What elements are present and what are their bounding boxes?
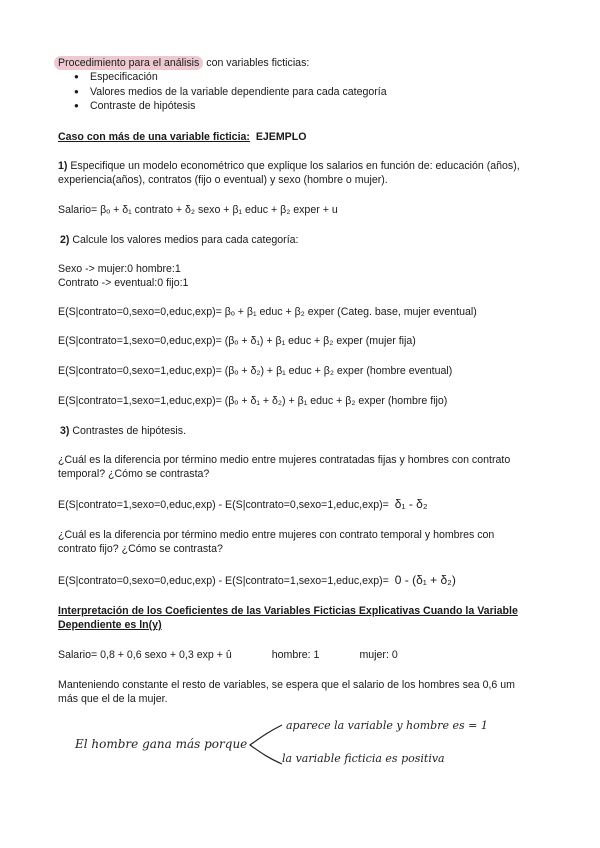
- interp-title-1: Interpretación de los Coeficientes de las Variables Ficticias Explicativas Cuando la Variable: [58, 605, 518, 617]
- expectation-row: E(S|contrato=1,sexo=0,educ,exp)= (βₒ + δ₁) + β₁ educ + β₂ exper (mujer fija): [58, 335, 416, 347]
- expectation-row: E(S|contrato=0,sexo=1,educ,exp)= (βₒ + δ₂) + β₁ educ + β₂ exper (hombre eventual): [58, 365, 453, 377]
- step-number: 1): [58, 160, 68, 172]
- handwritten-branch-1: aparece la variable y hombre es = 1: [286, 719, 488, 732]
- model-equation: Salario= βₒ + δ₁ contrato + δ₂ sexo + β₁ educ + β₂ exper + u: [58, 204, 338, 216]
- question-1-formula: [58, 497, 428, 512]
- interp-text: Manteniendo constante el resto de variables, se espera que el salario de los hombres sea 0,6 um más que el de la mujer.: [58, 679, 515, 705]
- formula-text: E(S|contrato=0,sexo=0,educ,exp) - E(S|contrato=1,sexo=1,educ,exp)=: [58, 575, 389, 587]
- step-1: [58, 159, 528, 187]
- coding-contrato: Contrato -> eventual:0 fijo:1: [58, 277, 189, 289]
- step-number: 3): [60, 425, 70, 437]
- case-tag: EJEMPLO: [255, 131, 307, 143]
- handwritten-branch-2: la variable ficticia es positiva: [282, 752, 445, 765]
- intro-line: [58, 56, 309, 70]
- step-text: Contrastes de hipótesis.: [69, 425, 187, 437]
- question-2-formula: [58, 573, 456, 588]
- bracket-icon: [246, 722, 286, 766]
- case-heading: [58, 130, 306, 144]
- coding-sexo: Sexo -> mujer:0 hombre:1: [58, 263, 181, 275]
- list-item: ● Contraste de hipótesis: [74, 99, 387, 114]
- highlighted-text: Procedimiento para el análisis: [54, 56, 203, 70]
- case-title: Caso con más de una variable ficticia:: [58, 131, 250, 143]
- expectation-row: E(S|contrato=0,sexo=0,educ,exp)= βₒ + β₁ educ + β₂ exper (Categ. base, mujer eventual): [58, 306, 477, 318]
- handwritten-main: El hombre gana más porque: [75, 737, 248, 751]
- formula-result: δ₁ - δ₂: [394, 497, 428, 511]
- step-text: Especifique un modelo econométrico que explique los salarios en función de: educación (años), experiencia(años), contratos (fijo o eventual) y sexo (hombre o mujer).: [58, 160, 520, 186]
- list-item: ● Especificación: [74, 70, 387, 85]
- question-1: ¿Cuál es la diferencia por término medio entre mujeres contratadas fijas y hombres con contrato temporal? ¿Cómo se contrasta?: [58, 454, 511, 480]
- formula-result: 0 - (δ₁ + δ₂): [394, 573, 456, 587]
- hombre-code: hombre: 1: [271, 649, 320, 661]
- question-2: ¿Cuál es la diferencia por término medio entre mujeres con contrato temporal y hombres con contrato fijo? ¿Cómo se contrasta?: [58, 529, 495, 555]
- list-item: ● Valores medios de la variable dependiente para cada categoría: [74, 85, 387, 100]
- step-3: [60, 424, 186, 438]
- formula-text: E(S|contrato=1,sexo=0,educ,exp) - E(S|contrato=0,sexo=1,educ,exp)=: [58, 499, 389, 511]
- procedure-list: [74, 70, 387, 114]
- expectation-row: E(S|contrato=1,sexo=1,educ,exp)= (βₒ + δ₁ + δ₂) + β₁ educ + β₂ exper (hombre fijo): [58, 395, 448, 407]
- mujer-code: mujer: 0: [359, 649, 398, 661]
- interp-title-2: Dependiente es ln(y): [58, 619, 162, 631]
- interp-equation-line: [58, 648, 398, 662]
- interp-equation: Salario= 0,8 + 0,6 sexo + 0,3 exp + û: [58, 649, 232, 661]
- step-number: 2): [60, 234, 70, 246]
- step-2: [60, 233, 299, 247]
- step-text: Calcule los valores medios para cada categoría:: [69, 234, 299, 246]
- intro-rest: con variables ficticias:: [203, 57, 310, 69]
